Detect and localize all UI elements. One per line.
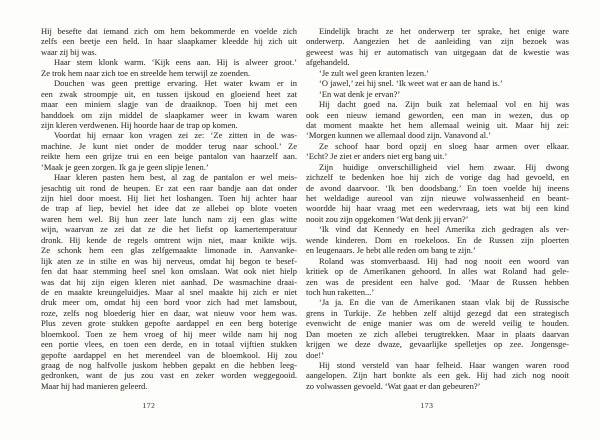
text-line: zen was de president een halve god. ‘Maar de Russen hebben [306, 276, 569, 287]
text-line: wijn, waarvan ze zei dat ze die het liefst op kamertemperatuur [41, 224, 297, 235]
text-line: Voordat hij ernaar kon vragen zei ze: ‘Ze zitten in de was- [54, 130, 297, 141]
text-line: een portie vlees, en toen een derde, en in totaal vijftien stukken [41, 339, 297, 350]
text-line: woordde hij haar vraag met een wedervraag, iets wat bij een kind [306, 203, 569, 214]
text-line: onderwerp. Aangezien het de aanleiding van zijn bezoek was [306, 36, 569, 47]
text-line: waar zij bij was. [41, 46, 97, 57]
text-line: ook een nieuw iemand geworden, een man in wezen, dus op [306, 109, 569, 120]
text-line: Ze schonk hem een glas zelfgemaakte limonade in. Aanvanke- [41, 245, 297, 256]
right-page-number: 173 [420, 401, 434, 410]
text-line: ‘Morgen kunnen we allemaal dood zijn. Vanavond al.’ [306, 130, 491, 141]
text-line: Douchen was geen prettige ervaring. Het water kwam er in [54, 78, 297, 89]
left-page-number: 172 [142, 401, 156, 410]
text-line: zijn kleren verdwenen. Hij hoorde haar de trap op komen. [41, 119, 238, 130]
text-line: Haar stem klonk warm. ‘Kijk eens aan. Hij is alweer groot.’ [54, 57, 297, 68]
text-line: zijn hiel door moest. Hij liet het loshangen. Toen hij achter haar [41, 193, 297, 203]
text-line: handdoek om zijn middel de slaapkamer weer in kwam waren [41, 109, 297, 120]
text-line: zichzelf te bedenken hoe hij zich de vorige dag had gevoeld, en [306, 172, 569, 183]
text-line: en leugenaars. Je hebt alle reden om bang te zijn.’ [306, 245, 476, 256]
text-line: het weldadige aureool van zijn nieuwe volwassenheid en beant- [306, 193, 569, 203]
text-line: Plus zeven grote stukken gepofte aardappel en een berg boterige [41, 318, 297, 329]
text-line: Maar hij had manieren geleerd. [41, 380, 148, 391]
text-line: graag de nog halfvolle juskom hebben gepakt en die hebben leeg- [41, 360, 297, 370]
text-line: de en maakte kreungeluidjes. Maar al snel maakte hij zich er niet [41, 286, 297, 297]
text-line: ‘Echt? Je ziet er anders niet erg bang uit.’ [306, 151, 448, 162]
text-line: gepofte aardappel en het merendeel van de bloemkool. Hij zou [41, 349, 297, 360]
text-line: ‘O jawel,’ zei hij snel. ‘Ik weet wat er aan de hand is.’ [319, 78, 503, 89]
text-line: gedronken, want de jus zou vast en zeker worden weggegooid. [41, 370, 297, 381]
text-line: roze, zelfs nog bloederig hier en daar, wat nieuw voor hem was. [41, 307, 297, 318]
text-line: grens in Turkije. Ze hebben zelf altijd gezegd dat een strategisch [306, 307, 569, 318]
text-line: ‘Ik vind dat Kennedy en heel Amerika zich gedragen als ver- [319, 224, 569, 235]
text-line: dronk. Hij kende de regels omtrent wijn niet, maar knikte wijs. [41, 234, 297, 245]
text-line: was dat hij zijn eigen kleren niet aanhad. De wasmachine draai- [41, 276, 297, 287]
text-line: reikte hem een grijze trui en een beige pantalon van haarzelf aan. [41, 151, 297, 162]
text-line: doe!’ [306, 349, 324, 360]
text-line: bloemkool. Toen ze hem vroeg of hij meer wilde nam hij nog [41, 328, 297, 339]
text-line: wende kinderen. Dom en roekeloos. En de Russen zijn ploerten [306, 234, 569, 245]
text-line: fen dat haar stemming heel snel kon omslaan. Wat ook niet hielp [41, 266, 297, 277]
text-line: afgehandeld. [306, 57, 350, 68]
text-line: Hij besefte dat iemand zich om hem bekommerde en voelde zich [41, 26, 297, 36]
text-line: Eindelijk bracht ze het onderwerp ter sprake, het enige ware [319, 26, 569, 36]
text-line: Dan moeten ze zich allebei terugtrekken. Maar in plaats daarvan [306, 328, 569, 339]
text-line: zo volwassen gevoeld. ‘Wat gaat er dan gebeuren?’ [306, 380, 481, 391]
text-line: de trap af liep, beviel het idee dat ze allebei op blote voeten [41, 203, 297, 214]
text-line: machine. Je kunt niet onder de modder terug naar school.’ Ze [41, 140, 297, 151]
text-line: toch hun raketten...’ [306, 286, 375, 297]
text-line: ‘Je zult wel geen kranten lezen.’ [319, 67, 429, 78]
text-line: kritiek op de Amerikanen gehoord. In alles wat Roland had gele- [306, 266, 569, 277]
text-line: geweest was hij er automatisch van uitgegaan dat de kwestie was [306, 46, 569, 57]
text-line: Hij dacht goed na. Zijn buik zat helemaal vol en hij was [319, 99, 569, 110]
left-page-text [41, 26, 297, 391]
text-line: maar een miniem slagje van de draaiknop. Toen hij met een [41, 99, 297, 110]
right-page-text [306, 26, 569, 391]
text-line: ‘Maak je geen zorgen. Ik ga je geen slipje lenen.’ [41, 161, 209, 172]
text-line: druk meer om, omdat hij een bord voor zich had met lamsbout, [41, 297, 297, 308]
text-line: dat moment maakte het hem allemaal weinig uit. Maar hij zei: [306, 119, 569, 130]
text-line: nooit zou zijn opgekomen ‘Wat denk jij ervan?’ [306, 213, 469, 224]
text-line: lijk aten ze in stilte en was hij nerveus, omdat hij begon te besef- [41, 255, 297, 266]
text-line: zelfs een beetje een held. In haar slaapkamer kleedde hij zich uit [41, 36, 297, 47]
text-line: Roland was stomverbaasd. Hij had nog nooit een woord van [319, 255, 569, 266]
text-line: de avond daarvoor. ‘Ik ben doodsbang.’ En toen voelde hij ineens [306, 182, 569, 193]
text-line: Ze schoof haar bord opzij en sloeg haar armen over elkaar. [319, 140, 569, 151]
text-line: aangelopen. Zijn hart bonkte als een gek. Hij had zich nog nooit [306, 370, 569, 381]
text-line: krijgen we deze dwaze, gevaarlijke spelletjes op zee. Jongensge- [306, 339, 569, 350]
text-line: Zijn huidige onverschilligheid viel hem zwaar. Hij dwong [319, 161, 569, 172]
text-line: een zwak stroompje uit, en tussen ijskoud en gloeiend heet zat [41, 88, 297, 99]
text-line: jesachtig uit rond de heupen. Er zat een raar bandje aan dat onder [41, 182, 297, 193]
text-line: ‘En wat denk je ervan?’ [319, 88, 401, 99]
text-line: waren hem wel. Bij hun zeer late lunch nam zij een glas witte [41, 213, 297, 224]
text-line: evenwicht de enige manier was om de wereld veilig te houden. [306, 318, 569, 329]
text-line: Ze trok hem naar zich toe en streelde hem terwijl ze zoenden. [41, 67, 251, 78]
text-line: ‘Ja ja. En die van de Amerikanen staan vlak bij de Russische [319, 297, 569, 308]
text-line: Hij stond versteld van haar felheid. Haar wangen waren rood [319, 360, 569, 370]
text-line: Haar kleren pasten hem best, al zag de pantalon er wel meis- [54, 172, 297, 183]
